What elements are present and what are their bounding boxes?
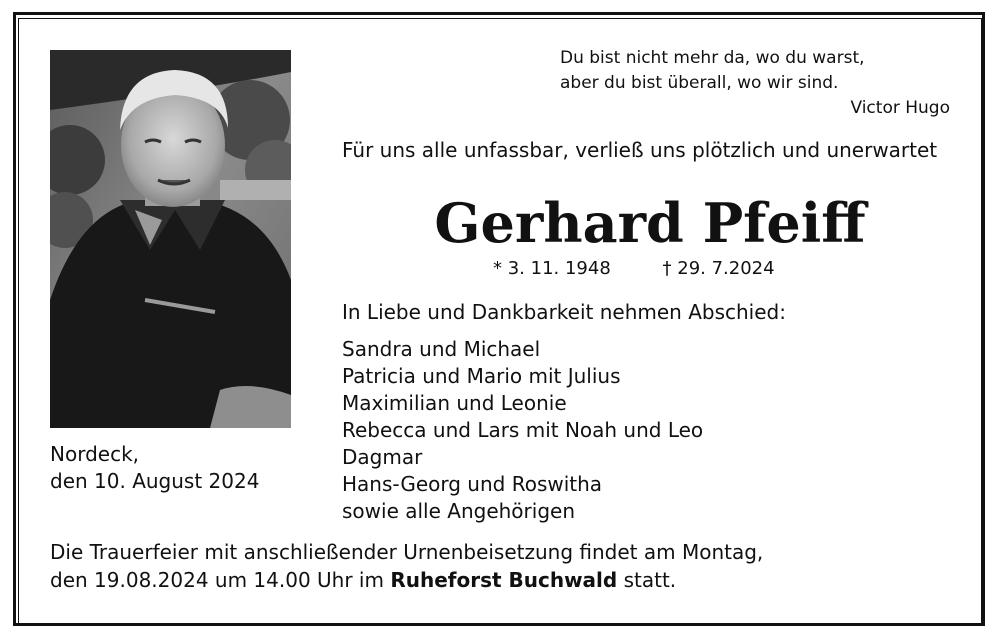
life-dates xyxy=(493,258,775,279)
farewell-heading: In Liebe und Dankbarkeit nehmen Abschied: xyxy=(342,300,786,324)
quote-block xyxy=(560,46,950,121)
intro-text: Für uns alle unfassbar, verließ uns plötzlich und unerwartet xyxy=(342,138,938,162)
mourner-item: Dagmar xyxy=(342,445,423,469)
place-date xyxy=(50,441,259,495)
portrait-photo xyxy=(50,50,291,428)
service-line-1: Die Trauerfeier mit anschließender Urnenbeisetzung findet am Montag, xyxy=(50,540,764,564)
death-date: † 29. 7.2024 xyxy=(662,258,775,279)
place-date-text: den 10. August 2024 xyxy=(50,469,260,493)
mourner-item: sowie alle Angehörigen xyxy=(342,499,575,523)
service-line-2 xyxy=(50,566,763,594)
deceased-name: Gerhard Pfeiff xyxy=(434,191,866,255)
mourner-item: Rebecca und Lars mit Noah und Leo xyxy=(342,418,704,442)
mourner-item: Maximilian und Leonie xyxy=(342,391,567,415)
mourners-list xyxy=(342,336,703,525)
service-location: Ruheforst Buchwald xyxy=(390,568,618,592)
mourner-item: Patricia und Mario mit Julius xyxy=(342,364,621,388)
birth-date: * 3. 11. 1948 xyxy=(493,258,611,279)
place-town: Nordeck, xyxy=(50,442,140,466)
quote-line-1: Du bist nicht mehr da, wo du warst, xyxy=(560,48,865,68)
mourner-item: Hans-Georg und Roswitha xyxy=(342,472,603,496)
quote-author: Victor Hugo xyxy=(850,98,950,118)
service-line-2-post: statt. xyxy=(617,568,677,592)
quote-line-2: aber du bist überall, wo wir sind. xyxy=(560,73,839,93)
service-line-2-pre: den 19.08.2024 um 14.00 Uhr im xyxy=(50,568,391,592)
service-info xyxy=(50,538,763,594)
mourner-item: Sandra und Michael xyxy=(342,337,541,361)
